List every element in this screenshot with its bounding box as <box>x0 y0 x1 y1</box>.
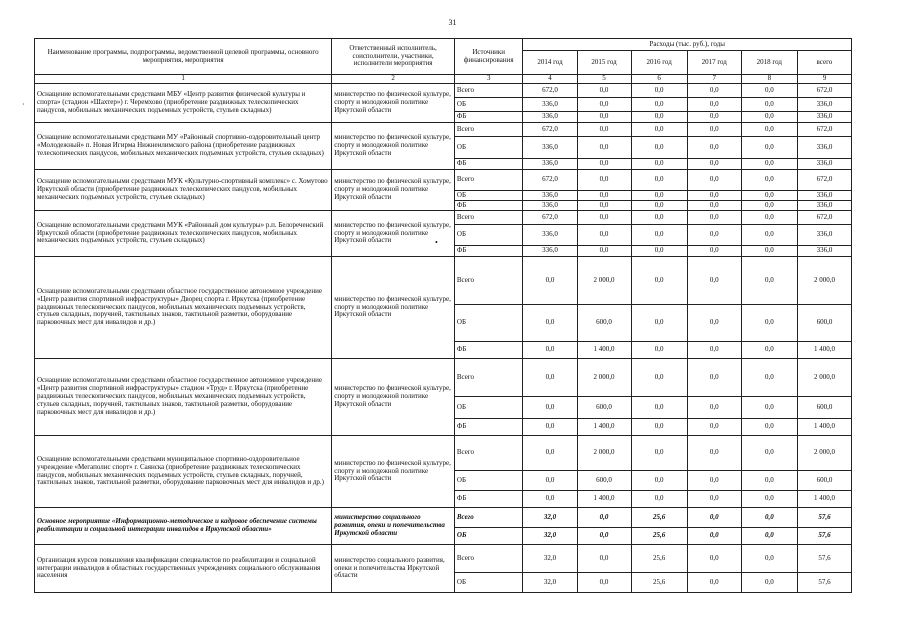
expense-value: 0,0 <box>687 112 741 123</box>
expense-total: 336,0 <box>797 246 851 257</box>
expense-value: 0,0 <box>687 257 741 305</box>
expense-value: 0,0 <box>687 528 741 545</box>
measure-name: Оснащение вспомогательными средствами МУК «Культурно-спортивный комплекс» с. Хомутово Иркутской области (приобретение раздвижных телескопических пандусов, мобильных механических подъемных устройств, стульев складных) <box>35 170 332 211</box>
expense-value: 0,0 <box>631 211 687 225</box>
header-total: всего <box>797 51 851 75</box>
expense-value: 0,0 <box>741 159 797 170</box>
funding-source: Всего <box>454 84 523 98</box>
expense-value: 0,0 <box>687 508 741 528</box>
expense-value: 0,0 <box>631 84 687 98</box>
table-row <box>35 436 852 471</box>
expense-value: 32,0 <box>523 573 577 593</box>
expense-value: 0,0 <box>687 201 741 211</box>
table-row <box>35 257 852 305</box>
expense-value: 672,0 <box>523 84 577 98</box>
expense-value: 336,0 <box>523 246 577 257</box>
expense-total: 672,0 <box>797 84 851 98</box>
expense-value: 0,0 <box>687 397 741 419</box>
measure-name: Оснащение вспомогательными средствами областное государственное автономное учреждение «Центр развития спортивной инфраструктуры» стадион «Труд» г. Иркутска (приобретение раздвижных телескопических пандусов, мобильных механических подъемных устройств, стульев складных, поручней, тактильных знаков, тактильной разметки, оборудование парковочных мест для инвалидов и др.) <box>35 359 332 436</box>
column-index: 5 <box>577 75 631 84</box>
funding-source: Всего <box>454 257 523 305</box>
expense-value: 0,0 <box>523 419 577 436</box>
expense-value: 0,0 <box>687 305 741 342</box>
expense-value: 0,0 <box>631 491 687 508</box>
expense-value: 32,0 <box>523 545 577 573</box>
expense-value: 600,0 <box>577 471 631 491</box>
expense-value: 0,0 <box>687 436 741 471</box>
expense-total: 1 400,0 <box>797 419 851 436</box>
page-number: 31 <box>448 18 457 27</box>
funding-source: ОБ <box>454 305 523 342</box>
expense-total: 57,6 <box>797 545 851 573</box>
funding-source: ФБ <box>454 112 523 123</box>
header-source-col: Источники финансирования <box>454 39 523 75</box>
table-row <box>35 211 852 225</box>
expense-value: 0,0 <box>741 201 797 211</box>
table-row <box>35 170 852 191</box>
expense-value: 672,0 <box>523 211 577 225</box>
expense-value: 0,0 <box>631 137 687 159</box>
responsible-executor: министерство по физической культуре, спорту и молодежной политике Иркутской области <box>332 170 455 211</box>
measure-name: Оснащение вспомогательными средствами МУ «Районный спортивно-оздоровительный центр «Молодежный» п. Новая Игирма Нижнеилимского района (приобретение раздвижных телескопических пандусов, мобильных механических подъемных устройств, стульев складных) <box>35 123 332 170</box>
expense-value: 0,0 <box>523 257 577 305</box>
expense-value: 0,0 <box>741 84 797 98</box>
expense-value: 0,0 <box>577 84 631 98</box>
expense-value: 0,0 <box>687 191 741 201</box>
funding-source: ФБ <box>454 491 523 508</box>
expense-value: 600,0 <box>577 305 631 342</box>
expense-value: 0,0 <box>631 201 687 211</box>
measure-name: Оснащение вспомогательными средствами муниципальное спортивно-оздоровительное учреждение «Мегаполис спорт» г. Саянска (приобретение раздвижных телескопических пандусов, мобильных механических подъемных устройств, стульев складных, поручней, тактильных знаков, тактильной разметки, оборудование парковочных мест для инвалидов и др.) <box>35 436 332 508</box>
expense-total: 336,0 <box>797 137 851 159</box>
expense-value: 0,0 <box>741 123 797 137</box>
expense-value: 0,0 <box>687 342 741 359</box>
expense-value: 0,0 <box>741 545 797 573</box>
expense-value: 0,0 <box>631 112 687 123</box>
expense-total: 2 000,0 <box>797 359 851 397</box>
funding-source: ОБ <box>454 98 523 112</box>
expense-value: 1 400,0 <box>577 491 631 508</box>
expense-value: 0,0 <box>687 573 741 593</box>
expense-value: 1 400,0 <box>577 342 631 359</box>
expense-total: 2 000,0 <box>797 436 851 471</box>
expense-value: 0,0 <box>523 471 577 491</box>
expense-value: 0,0 <box>741 225 797 246</box>
column-index: 7 <box>687 75 741 84</box>
header-year: 2016 год <box>631 51 687 75</box>
expense-value: 0,0 <box>741 436 797 471</box>
expense-total: 336,0 <box>797 191 851 201</box>
expense-value: 0,0 <box>687 123 741 137</box>
expense-value: 0,0 <box>631 225 687 246</box>
funding-source: Всего <box>454 545 523 573</box>
expense-value: 0,0 <box>687 98 741 112</box>
expense-value: 0,0 <box>741 342 797 359</box>
responsible-executor: министерство по физической культуре, спорту и молодежной политике Иркутской области <box>332 359 455 436</box>
measure-name: Организация курсов повышения квалификации специалистов по реабилитации и социальной интеграции инвалидов в областных государственных учреждениях социального обслуживания населения <box>35 545 332 593</box>
expense-value: 0,0 <box>523 491 577 508</box>
responsible-executor: министерство по физической культуре, спорту и молодежной политике Иркутской области <box>332 123 455 170</box>
column-index: 6 <box>631 75 687 84</box>
expense-value: 0,0 <box>631 359 687 397</box>
expense-value: 0,0 <box>741 528 797 545</box>
column-index: 3 <box>454 75 523 84</box>
funding-source: ОБ <box>454 137 523 159</box>
expense-total: 600,0 <box>797 305 851 342</box>
responsible-executor: министерство по физической культуре, спорту и молодежной политике Иркутской области <box>332 84 455 123</box>
expense-value: 0,0 <box>741 508 797 528</box>
expense-value: 0,0 <box>741 471 797 491</box>
expense-value: 0,0 <box>687 211 741 225</box>
funding-source: ФБ <box>454 201 523 211</box>
funding-source: ОБ <box>454 471 523 491</box>
expense-value: 672,0 <box>523 170 577 191</box>
expense-value: 0,0 <box>741 246 797 257</box>
column-index: 4 <box>523 75 577 84</box>
funding-source: ФБ <box>454 246 523 257</box>
expense-total: 1 400,0 <box>797 342 851 359</box>
responsible-executor: министерство социального развития, опеки и попечительства Иркутской области <box>332 508 455 545</box>
expense-value: 0,0 <box>631 342 687 359</box>
expense-value: 336,0 <box>523 112 577 123</box>
header-year: 2018 год <box>741 51 797 75</box>
funding-source: Всего <box>454 436 523 471</box>
expense-total: 336,0 <box>797 201 851 211</box>
expense-total: 336,0 <box>797 225 851 246</box>
expense-value: 336,0 <box>523 137 577 159</box>
expense-value: 0,0 <box>577 191 631 201</box>
expense-value: 0,0 <box>741 170 797 191</box>
expense-value: 0,0 <box>741 419 797 436</box>
expense-total: 672,0 <box>797 123 851 137</box>
expense-value: 0,0 <box>523 359 577 397</box>
expense-value: 0,0 <box>631 305 687 342</box>
expense-value: 0,0 <box>687 84 741 98</box>
funding-source: ОБ <box>454 397 523 419</box>
table-row <box>35 84 852 98</box>
expense-value: 0,0 <box>577 137 631 159</box>
expense-total: 336,0 <box>797 98 851 112</box>
expense-value: 0,0 <box>741 211 797 225</box>
expense-value: 25,6 <box>631 573 687 593</box>
expense-value: 0,0 <box>687 246 741 257</box>
funding-source: Всего <box>454 508 523 528</box>
expense-value: 0,0 <box>741 305 797 342</box>
expense-value: 32,0 <box>523 528 577 545</box>
expense-value: 0,0 <box>631 170 687 191</box>
expense-value: 0,0 <box>741 491 797 508</box>
expense-total: 672,0 <box>797 170 851 191</box>
expense-value: 0,0 <box>631 191 687 201</box>
expense-value: 0,0 <box>631 246 687 257</box>
funding-source: ОБ <box>454 528 523 545</box>
expense-value: 0,0 <box>577 159 631 170</box>
expense-value: 2 000,0 <box>577 359 631 397</box>
table-row <box>35 123 852 137</box>
expense-total: 57,6 <box>797 528 851 545</box>
expense-value: 0,0 <box>577 225 631 246</box>
expense-value: 672,0 <box>523 123 577 137</box>
expense-value: 0,0 <box>523 397 577 419</box>
stray-dot-mark: • <box>435 238 438 247</box>
funding-source: Всего <box>454 170 523 191</box>
expense-value: 0,0 <box>687 170 741 191</box>
column-index: 8 <box>741 75 797 84</box>
expense-total: 336,0 <box>797 159 851 170</box>
expense-value: 0,0 <box>523 305 577 342</box>
expense-value: 0,0 <box>577 98 631 112</box>
funding-source: ОБ <box>454 191 523 201</box>
column-index: 1 <box>35 75 332 84</box>
funding-source: ОБ <box>454 225 523 246</box>
expense-value: 0,0 <box>741 359 797 397</box>
expense-value: 25,6 <box>631 508 687 528</box>
expense-value: 0,0 <box>741 573 797 593</box>
expense-value: 1 400,0 <box>577 419 631 436</box>
measure-name: Оснащение вспомогательными средствами областное государственное автономное учреждение «Центр развития спортивной инфраструктуры» Дворец спорта г. Иркутска (приобретение раздвижных телескопических пандусов, мобильных механических подъемных устройств, стульев складных, поручней, тактильных знаков, тактильной разметки, оборудование парковочных мест для инвалидов и др.) <box>35 257 332 359</box>
header-responsible-col: Ответственный исполнитель, соисполнители, участники, исполнители мероприятия <box>332 39 455 75</box>
expense-value: 2 000,0 <box>577 257 631 305</box>
expense-value: 2 000,0 <box>577 436 631 471</box>
column-index: 9 <box>797 75 851 84</box>
header-year: 2017 год <box>687 51 741 75</box>
expense-value: 0,0 <box>577 528 631 545</box>
expense-value: 0,0 <box>687 159 741 170</box>
header-year: 2015 год <box>577 51 631 75</box>
expense-value: 336,0 <box>523 225 577 246</box>
expense-value: 336,0 <box>523 98 577 112</box>
expense-value: 25,6 <box>631 528 687 545</box>
expense-value: 25,6 <box>631 545 687 573</box>
expense-total: 336,0 <box>797 112 851 123</box>
expense-total: 600,0 <box>797 471 851 491</box>
funding-source: ФБ <box>454 342 523 359</box>
expense-value: 0,0 <box>687 359 741 397</box>
table-row <box>35 359 852 397</box>
expense-total: 1 400,0 <box>797 491 851 508</box>
expense-total: 600,0 <box>797 397 851 419</box>
expense-value: 0,0 <box>523 342 577 359</box>
expense-total: 57,6 <box>797 508 851 528</box>
measure-name: Оснащение вспомогательными средствами МУК «Районный дом культуры» р.п. Белореченский Иркутской области (приобретение раздвижных телескопических пандусов, мобильных механических подъемных устройств, стульев складных) <box>35 211 332 257</box>
funding-source: ФБ <box>454 159 523 170</box>
expense-value: 0,0 <box>741 257 797 305</box>
expense-value: 0,0 <box>741 98 797 112</box>
expense-value: 0,0 <box>577 170 631 191</box>
expense-value: 0,0 <box>687 471 741 491</box>
expense-value: 0,0 <box>631 257 687 305</box>
expense-value: 0,0 <box>631 436 687 471</box>
expense-value: 32,0 <box>523 508 577 528</box>
expense-value: 0,0 <box>741 112 797 123</box>
funding-source: Всего <box>454 123 523 137</box>
expense-value: 0,0 <box>687 225 741 246</box>
table-row <box>35 508 852 528</box>
expense-value: 0,0 <box>577 246 631 257</box>
header-year: 2014 год <box>523 51 577 75</box>
responsible-executor: министерство по физической культуре, спорту и молодежной политике Иркутской области <box>332 257 455 359</box>
measure-name: Основное мероприятие «Информационно-методическое и кадровое обеспечение системы реабилитации и социальной интеграции инвалидов в Иркутской области» <box>35 508 332 545</box>
funding-source: ФБ <box>454 419 523 436</box>
expense-value: 0,0 <box>741 137 797 159</box>
header-expenses-group: Расходы (тыс. руб.), годы <box>523 39 852 51</box>
expense-value: 0,0 <box>741 397 797 419</box>
table-body <box>35 84 852 593</box>
expense-value: 0,0 <box>687 419 741 436</box>
expense-value: 0,0 <box>577 112 631 123</box>
table-row <box>35 545 852 573</box>
expense-total: 2 000,0 <box>797 257 851 305</box>
expense-value: 0,0 <box>687 137 741 159</box>
expense-value: 336,0 <box>523 159 577 170</box>
expense-value: 0,0 <box>577 201 631 211</box>
expense-value: 0,0 <box>687 545 741 573</box>
expense-value: 0,0 <box>577 508 631 528</box>
expense-value: 0,0 <box>577 573 631 593</box>
expense-value: 336,0 <box>523 201 577 211</box>
expense-value: 336,0 <box>523 191 577 201</box>
expense-total: 57,6 <box>797 573 851 593</box>
funding-source: ОБ <box>454 573 523 593</box>
expense-value: 0,0 <box>631 419 687 436</box>
expense-value: 0,0 <box>631 397 687 419</box>
header-name-col: Наименование программы, подпрограммы, ведомственной целевой программы, основного мероприятия, мероприятия <box>35 39 332 75</box>
expense-value: 0,0 <box>631 471 687 491</box>
measure-name: Оснащение вспомогательными средствами МБУ «Центр развития физической культуры и спорта» (стадион «Шахтер») г. Черемхово (приобретение раздвижных телескопических пандусов, мобильных механических подъемных устройств, стульев складных) <box>35 84 332 123</box>
expense-value: 0,0 <box>577 545 631 573</box>
expense-value: 0,0 <box>631 159 687 170</box>
expense-value: 0,0 <box>577 211 631 225</box>
funding-source: Всего <box>454 359 523 397</box>
expense-value: 0,0 <box>631 98 687 112</box>
expense-value: 0,0 <box>741 191 797 201</box>
responsible-executor: министерство социального развития, опеки и попечительства Иркутской области <box>332 545 455 593</box>
expense-value: 0,0 <box>631 123 687 137</box>
expense-value: 600,0 <box>577 397 631 419</box>
responsible-executor: министерство по физической культуре, спорту и молодежной политике Иркутской области <box>332 436 455 508</box>
expense-value: 0,0 <box>523 436 577 471</box>
responsible-executor: министерство по физической культуре, спорту и молодежной политике Иркутской области <box>332 211 455 257</box>
expense-total: 672,0 <box>797 211 851 225</box>
column-index: 2 <box>332 75 455 84</box>
margin-dot-mark: · <box>22 100 25 109</box>
expense-value: 0,0 <box>687 491 741 508</box>
budget-table <box>34 38 852 593</box>
funding-source: Всего <box>454 211 523 225</box>
expense-value: 0,0 <box>577 123 631 137</box>
